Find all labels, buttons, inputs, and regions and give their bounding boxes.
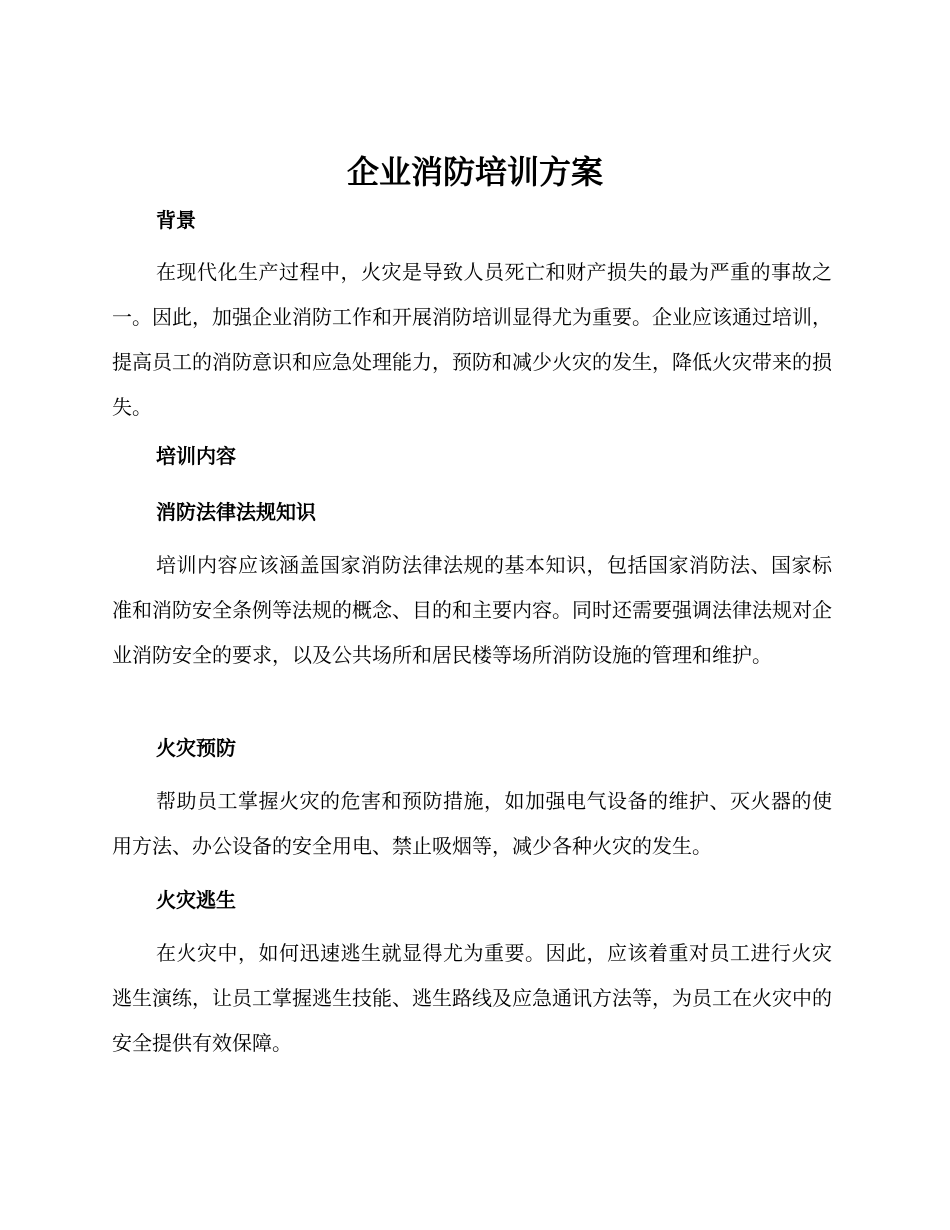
section-heading-background: 背景 (156, 208, 196, 232)
section-paragraph-fire-prevention: 帮助员工掌握火灾的危害和预防措施，如加强电气设备的维护、灭火器的使用方法、办公设备的安全用电、禁止吸烟等，减少各种火灾的发生。 (112, 789, 832, 858)
document-title: 企业消防培训方案 (346, 153, 603, 191)
section-paragraph-background: 在现代化生产过程中，火灾是导致人员死亡和财产损失的最为严重的事故之一。因此，加强企业消防工作和开展消防培训显得尤为重要。企业应该通过培训，提高员工的消防意识和应急处理能力，预防和减少火灾的发生，降低火灾带来的损失。 (112, 260, 832, 419)
section-paragraph-fire-law: 培训内容应该涵盖国家消防法律法规的基本知识，包括国家消防法、国家标准和消防安全条例等法规的概念、目的和主要内容。同时还需要强调法律法规对企业消防安全的要求，以及公共场所和居民楼等场所消防设施的管理和维护。 (112, 553, 832, 667)
section-heading-fire-escape: 火灾逃生 (156, 888, 236, 912)
section-heading-fire-law: 消防法律法规知识 (156, 500, 316, 524)
section-paragraph-fire-escape: 在火灾中，如何迅速逃生就显得尤为重要。因此，应该着重对员工进行火灾逃生演练，让员工掌握逃生技能、逃生路线及应急通讯方法等，为员工在火灾中的安全提供有效保障。 (112, 941, 832, 1055)
section-heading-training-content: 培训内容 (156, 444, 236, 468)
section-heading-fire-prevention: 火灾预防 (156, 736, 236, 760)
